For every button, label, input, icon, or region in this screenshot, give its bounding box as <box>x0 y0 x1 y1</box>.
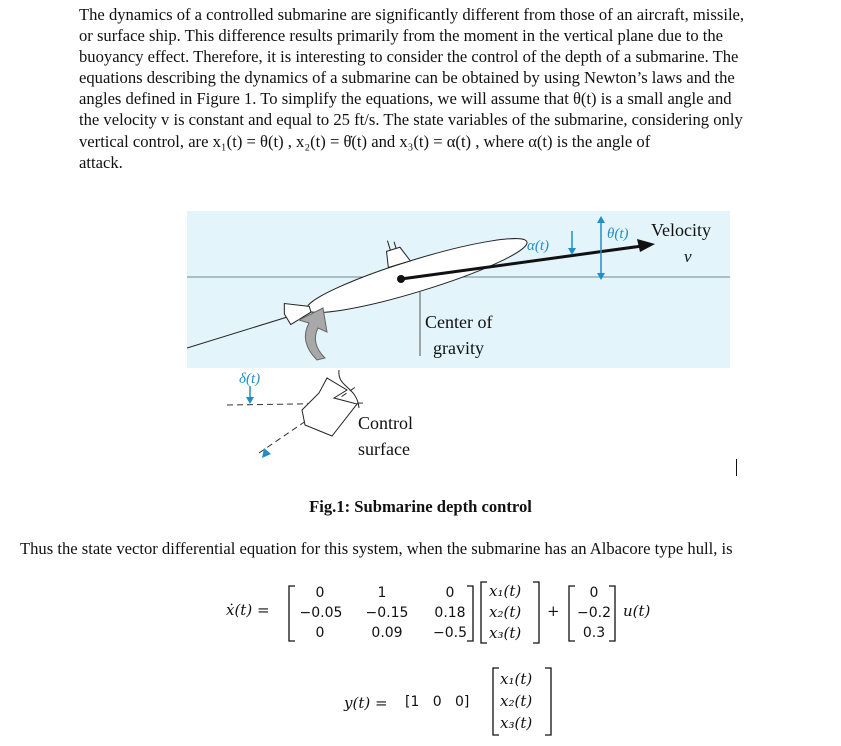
matrix-a-r1c1: 0 <box>315 585 325 601</box>
matrix-a-r3c2: 0.09 <box>371 625 403 641</box>
theta-label: θ(t) <box>607 226 629 242</box>
matrix-a-r3c3: −0.5 <box>433 625 467 641</box>
intro-line-7: vertical control, are x₁(t) = θ(t) , x₂(t) = θ̇(t) and x₃(t) = α(t) , where α(t) is the angle of <box>79 131 651 151</box>
delta-label: δ(t) <box>239 371 261 387</box>
intro-line-4: equations describing the dynamics of a submarine can be obtained by using Newton’s laws and the <box>79 68 735 88</box>
submarine-figure <box>187 208 732 488</box>
state-equation-intro: Thus the state vector differential equation for this system, when the submarine has an Albacore type hull, is <box>20 539 733 558</box>
plus-sign: + <box>547 602 560 620</box>
center-of-gravity-label-2: gravity <box>433 338 484 358</box>
vector-x-r2: x₂(t) <box>489 603 522 621</box>
matrix-a-r3c1: 0 <box>315 625 325 641</box>
velocity-label: Velocity <box>651 220 711 240</box>
intro-paragraph <box>79 4 803 173</box>
intro-line-2: or surface ship. This difference results primarily from the moment in the vertical plane due to the <box>79 26 724 46</box>
figure-caption: Fig.1: Submarine depth control <box>309 497 532 516</box>
intro-line-3: buoyancy effect. Therefore, it is interesting to consider the control of the depth of a submarine. The <box>79 47 739 67</box>
vector-x-r3: x₃(t) <box>489 624 522 642</box>
velocity-symbol-label: v <box>684 247 692 266</box>
output-vector-x-r3: x₃(t) <box>500 714 533 732</box>
text-cursor <box>736 459 737 476</box>
output-vector-x-r1: x₁(t) <box>500 670 533 688</box>
state-eq-lhs: ẋ(t) = <box>226 601 270 619</box>
intro-line-1: The dynamics of a controlled submarine are significantly different from those of an aircraft, missile, <box>79 5 745 24</box>
matrix-c: [1 0 0] <box>405 694 470 710</box>
matrix-a-r2c1: −0.05 <box>299 605 343 621</box>
matrix-a-r1c2: 1 <box>377 585 387 601</box>
intro-line-5: angles defined in Figure 1. To simplify the equations, we will assume that θ(t) is a small angle and <box>79 89 732 109</box>
control-surface-label-2: surface <box>358 439 410 459</box>
output-vector-x-r2: x₂(t) <box>500 692 533 710</box>
intro-line-6: the velocity v is constant and equal to 25 ft/s. The state variables of the submarine, considering only <box>79 110 743 130</box>
control-surface <box>302 378 357 436</box>
matrix-a-r2c3: 0.18 <box>434 605 466 621</box>
matrix-a-r1c3: 0 <box>445 585 455 601</box>
vector-b-r3: 0.3 <box>582 625 606 641</box>
vector-b-r2: −0.2 <box>577 605 611 621</box>
output-eq-lhs: y(t) = <box>344 694 388 712</box>
alpha-label: α(t) <box>527 238 550 254</box>
vector-x-r1: x₁(t) <box>489 582 522 600</box>
input-u: u(t) <box>623 602 651 620</box>
control-surface-label-1: Control <box>358 413 414 433</box>
matrix-a-r2c2: −0.15 <box>365 605 409 621</box>
vector-b-r1: 0 <box>589 585 599 601</box>
intro-line-8: attack. <box>79 152 123 172</box>
center-of-gravity-label-1: Center of <box>425 312 493 332</box>
